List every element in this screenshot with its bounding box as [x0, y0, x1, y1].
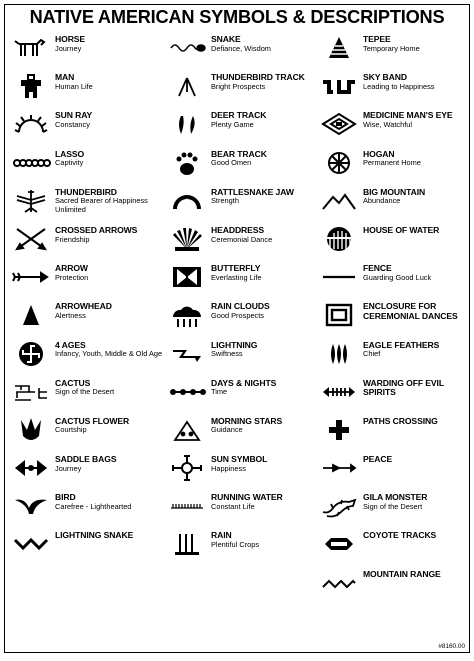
medicine-mans-eye-icon [319, 110, 359, 138]
arrowhead-icon [11, 301, 51, 329]
symbol-description: Guidance [211, 425, 243, 435]
symbol-name: THUNDERBIRD TRACK [211, 72, 305, 83]
symbol-entry [165, 33, 319, 71]
symbol-description: Happiness [211, 463, 246, 473]
symbol-description: Constancy [55, 119, 90, 129]
symbol-entry [317, 415, 471, 453]
symbol-name: SUN SYMBOL [211, 454, 268, 465]
symbol-entry [317, 568, 471, 606]
morning-stars-icon [167, 416, 207, 444]
symbol-name: CROSSED ARROWS [55, 224, 138, 235]
enclosure-icon [319, 301, 359, 329]
rain-icon [167, 530, 207, 558]
symbol-entry [317, 529, 471, 567]
symbol-name: RAIN [211, 530, 232, 541]
symbol-description: Leading to Happiness [363, 81, 435, 91]
symbol-entry [9, 148, 163, 186]
symbol-entry [317, 33, 471, 71]
symbols-sheet [4, 4, 470, 653]
symbol-entry [9, 33, 163, 71]
symbol-name: THUNDERBIRD [55, 186, 117, 197]
lasso-icon [11, 149, 51, 177]
four-ages-icon [11, 340, 51, 368]
symbol-entry [317, 148, 471, 186]
symbol-description: Plenty Game [211, 119, 254, 129]
symbol-description: Permanent Home [363, 158, 421, 168]
gila-monster-icon [319, 492, 359, 520]
warding-off-icon [319, 378, 359, 406]
symbol-name: MAN [55, 72, 75, 83]
rattlesnake-jaw-icon [167, 187, 207, 215]
symbol-entry [317, 300, 471, 338]
symbol-name: SUN RAY [55, 110, 93, 121]
symbol-entry [317, 453, 471, 491]
symbol-name: LIGHTNING SNAKE [55, 530, 134, 541]
symbol-name: MEDICINE MAN'S EYE [363, 110, 453, 121]
symbol-description: Abundance [363, 196, 401, 206]
symbol-entry [9, 71, 163, 109]
symbol-entry [9, 453, 163, 491]
symbol-entry [165, 377, 319, 415]
symbol-name: DEER TRACK [211, 110, 267, 121]
saddle-bags-icon [11, 454, 51, 482]
symbol-name: PEACE [363, 454, 393, 465]
symbol-description: Sign of the Desert [55, 387, 115, 397]
symbol-entry [165, 186, 319, 224]
symbol-description: Carefree - Lighthearted [55, 501, 132, 511]
symbol-entry [165, 262, 319, 300]
doc-number: #8160.00 [438, 643, 465, 650]
symbol-description: Constant Life [211, 501, 255, 511]
symbol-description: Journey [55, 463, 82, 473]
symbol-name: RATTLESNAKE JAW [211, 186, 294, 197]
symbol-entry [165, 148, 319, 186]
sun-symbol-icon [167, 454, 207, 482]
symbol-description: Sign of the Desert [363, 501, 423, 511]
symbol-description: Journey [55, 43, 82, 53]
symbol-description: Good Prospects [211, 310, 264, 320]
symbols-column-left [9, 33, 163, 568]
symbol-name: ARROWHEAD [55, 301, 112, 312]
symbol-name: HOGAN [363, 148, 395, 159]
lightning-snake-icon [11, 530, 51, 558]
symbol-description: Human Life [55, 81, 93, 91]
symbol-description: Infancy, Youth, Middle & Old Age [55, 349, 163, 359]
thunderbird-icon [11, 187, 51, 215]
symbol-entry [165, 300, 319, 338]
symbol-name: RAIN CLOUDS [211, 301, 270, 312]
symbol-entry [317, 491, 471, 529]
symbol-name: MORNING STARS [211, 415, 283, 426]
symbol-description: Courtship [55, 425, 87, 435]
horse-icon [11, 34, 51, 62]
symbol-entry [9, 339, 163, 377]
symbol-entry [165, 415, 319, 453]
symbol-description: Wise, Watchful [363, 119, 413, 129]
symbol-name: BUTTERFLY [211, 263, 261, 274]
symbol-description: Protection [55, 272, 89, 282]
symbol-entry [9, 377, 163, 415]
symbol-entry [317, 186, 471, 224]
symbol-name: DAYS & NIGHTS [211, 377, 277, 388]
symbol-entry [165, 339, 319, 377]
tepee-icon [319, 34, 359, 62]
symbol-name: PATHS CROSSING [363, 415, 438, 426]
man-icon [11, 72, 51, 100]
symbol-description: Captivity [55, 158, 84, 168]
symbol-description: Strength [211, 196, 239, 206]
symbol-name: LASSO [55, 148, 85, 159]
symbol-name: BIRD [55, 492, 76, 503]
sun-ray-icon [11, 110, 51, 138]
symbol-entry [317, 339, 471, 377]
symbol-name: BIG MOUNTAIN [363, 186, 426, 197]
symbol-entry [9, 262, 163, 300]
symbol-entry [9, 415, 163, 453]
mountain-range-icon [319, 569, 359, 597]
symbol-name: HEADDRESS [211, 224, 265, 235]
running-water-icon [167, 492, 207, 520]
house-of-water-icon [319, 225, 359, 253]
lightning-icon [167, 340, 207, 368]
symbol-description: Defiance, Wisdom [211, 43, 271, 53]
symbol-entry [317, 109, 471, 147]
symbol-entry [9, 300, 163, 338]
symbol-entry [9, 491, 163, 529]
days-nights-icon [167, 378, 207, 406]
coyote-tracks-icon [319, 530, 359, 558]
symbol-name: EAGLE FEATHERS [363, 339, 440, 350]
symbol-description: Swiftness [211, 349, 243, 359]
symbol-entry [317, 224, 471, 262]
snake-icon [167, 34, 207, 62]
symbol-entry [9, 109, 163, 147]
symbol-name: COYOTE TRACKS [363, 530, 437, 541]
symbols-column-right [317, 33, 471, 606]
symbol-entry [9, 224, 163, 262]
symbol-name: TEPEE [363, 34, 391, 44]
symbol-description: Good Omen [211, 158, 252, 168]
symbol-description: Ceremonial Dance [211, 234, 273, 244]
symbols-column-middle [165, 33, 319, 568]
headdress-icon [167, 225, 207, 253]
symbol-entry [9, 529, 163, 567]
symbol-entry [165, 224, 319, 262]
symbol-description: Everlasting Life [211, 272, 262, 282]
symbol-name: WARDING OFF EVIL SPIRITS [363, 377, 444, 398]
symbol-name: BEAR TRACK [211, 148, 267, 159]
bird-icon [11, 492, 51, 520]
big-mountain-icon [319, 187, 359, 215]
eagle-feathers-icon [319, 340, 359, 368]
symbol-description: Sacred Bearer of Happiness Unlimited [55, 196, 148, 214]
symbol-name: 4 AGES [55, 339, 86, 350]
hogan-icon [319, 149, 359, 177]
symbol-description: Time [211, 387, 228, 397]
symbol-description: Temporary Home [363, 43, 420, 53]
paths-crossing-icon [319, 416, 359, 444]
symbol-name: GILA MONSTER [363, 492, 428, 503]
symbol-name: LIGHTNING [211, 339, 258, 350]
symbol-name: FENCE [363, 263, 392, 274]
symbol-description: Friendship [55, 234, 90, 244]
cactus-icon [11, 378, 51, 406]
symbol-name: ENCLOSURE FOR CEREMONIAL DANCES [363, 301, 458, 321]
symbol-name: CACTUS FLOWER [55, 415, 130, 426]
symbol-description: Alertness [55, 310, 86, 320]
symbol-name: RUNNING WATER [211, 492, 283, 503]
symbol-description: Plentiful Crops [211, 540, 260, 550]
sky-band-icon [319, 72, 359, 100]
deer-track-icon [167, 110, 207, 138]
symbol-name: HORSE [55, 34, 86, 44]
fence-icon [319, 263, 359, 291]
symbol-entry [165, 453, 319, 491]
symbol-entry [317, 71, 471, 109]
crossed-arrows-icon [11, 225, 51, 253]
peace-icon [319, 454, 359, 482]
cactus-flower-icon [11, 416, 51, 444]
symbol-name: HOUSE OF WATER [363, 224, 440, 235]
symbol-description: Chief [363, 349, 381, 359]
thunderbird-track-icon [167, 72, 207, 100]
symbol-entry [317, 262, 471, 300]
symbol-entry [165, 71, 319, 109]
rain-clouds-icon [167, 301, 207, 329]
symbol-entry [165, 529, 319, 567]
page-title: NATIVE AMERICAN SYMBOLS & DESCRIPTIONS [29, 7, 445, 27]
symbol-name: ARROW [55, 263, 88, 274]
symbol-name: SADDLE BAGS [55, 454, 117, 465]
arrow-icon [11, 263, 51, 291]
symbol-name: SNAKE [211, 34, 241, 44]
symbol-name: CACTUS [55, 377, 91, 388]
symbol-entry [317, 377, 471, 415]
symbol-name: MOUNTAIN RANGE [363, 568, 441, 579]
symbol-name: SKY BAND [363, 72, 407, 83]
symbol-entry [165, 491, 319, 529]
symbol-entry [165, 109, 319, 147]
symbol-description: Bright Prospects [211, 81, 266, 91]
bear-track-icon [167, 149, 207, 177]
symbol-description: Guarding Good Luck [363, 272, 432, 282]
symbol-entry [9, 186, 163, 224]
butterfly-icon [167, 263, 207, 291]
